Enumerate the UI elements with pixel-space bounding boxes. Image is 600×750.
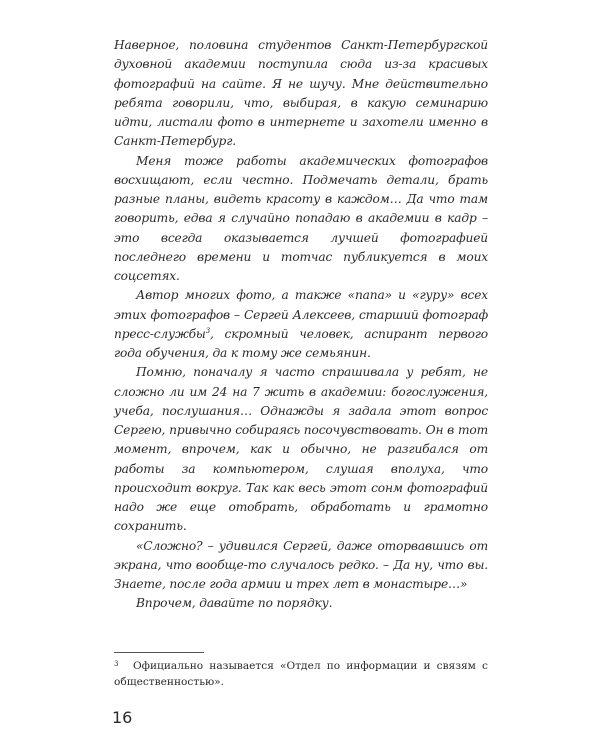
paragraph-text: Автор многих фото, а также «папа» и «гуру» всех этих фотографов – Сергей Алексеев, старший фотограф пресс-службы <box>114 288 488 341</box>
paragraph-text: , скромный человек, аспирант первого года обучения, да к тому же семьянин. <box>114 326 488 360</box>
paragraph: Помню, поначалу я часто спрашивала у ребят, не сложно ли им 24 на 7 жить в академии: богослужения, учеба, послушания… Однажды я задала этот вопрос Сергею, привычно собираясь посочувствовать. Он в тот момент, впрочем, как и обычно, не разгибался от работы за компьютером, слушая вполуха, что происходит вокруг. Так как весь этот сонм фотографий надо же еще отобрать, обработать и грамотно сохранить. <box>114 365 488 534</box>
paragraph: Наверное, половина студентов Санкт-Петербургской духовной академии поступила сюда из-за красивых фотографий на сайте. Я не шучу. Мне действительно ребята говорили, что, выбирая, в какую семинарию идти, листали фото в интернете и захотели именно в Санкт-Петербург. <box>114 38 488 149</box>
paragraph: Меня тоже работы академических фотографов восхищают, если честно. Подмечать детали, брать разные планы, видеть красоту в каждом… Да что там говорить, едва я случайно попадаю в академии в кадр – это всегда оказывается лучшей фотографией последнего времени и тотчас публикуется в моих соцсетях. <box>114 153 488 283</box>
page-number: 16 <box>112 708 133 727</box>
footnote-divider <box>114 652 204 653</box>
footnote <box>114 658 488 690</box>
footnote-number: 3 <box>114 660 119 668</box>
paragraph <box>114 286 488 363</box>
footnote-text: Официально называется «Отдел по информации и связям с общественностью». <box>114 660 488 688</box>
footnote-reference: 3 <box>205 326 211 335</box>
body-text <box>114 36 488 614</box>
paragraph: «Сложно? – удивился Сергей, даже оторвавшись от экрана, что вообще-то случалось редко. – Да ну, что вы. Знаете, после года армии и трех лет в монастыре…» <box>114 538 488 591</box>
paragraph: Впрочем, давайте по порядку. <box>136 596 333 611</box>
